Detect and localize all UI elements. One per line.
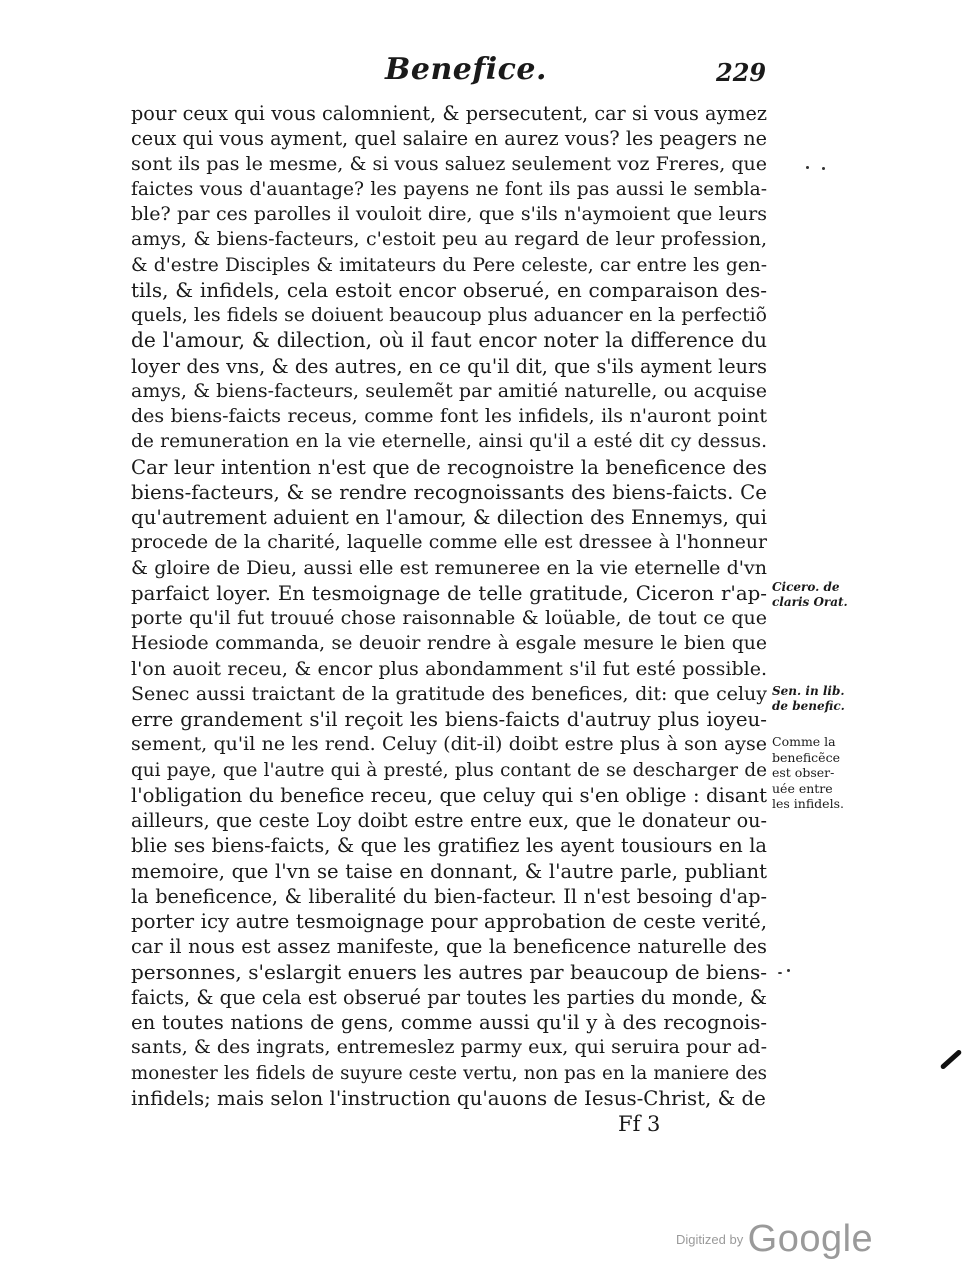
text-line: personnes, s'eslargit enuers les autres par beaucoup de biens- bbox=[131, 959, 767, 984]
text-line: sants, & des ingrats, entremeslez parmy eux, qui seruira pour ad- bbox=[131, 1036, 767, 1059]
text-line: procede de la charité, laquelle comme elle est dressee à l'honneur bbox=[131, 532, 767, 554]
margin-note-line: claris Orat. bbox=[772, 595, 848, 609]
ink-speck bbox=[787, 969, 790, 972]
ink-speck bbox=[822, 167, 825, 170]
text-line: qui paye, que l'autre qui à presté, plus contant de se descharger de bbox=[131, 759, 767, 781]
text-line: l'on auoit receu, & encor plus abondamment s'il fut esté possible. bbox=[131, 657, 767, 680]
text-line: ble? par ces parolles il vouloit dire, que s'ils n'aymoient que leurs bbox=[131, 203, 767, 225]
text-line: qu'autrement aduient en l'amour, & dilection des Ennemys, qui bbox=[131, 506, 767, 529]
text-line: pour ceux qui vous calomnient, & persecutent, car si vous aymez bbox=[131, 102, 767, 125]
margin-note-line: est obser- bbox=[772, 765, 835, 780]
watermark-prefix: Digitized by bbox=[676, 1232, 744, 1247]
body-text bbox=[131, 101, 767, 1111]
margin-note-line: Sen. in lib. bbox=[772, 684, 845, 698]
running-head: Benefice. bbox=[385, 52, 547, 87]
signature-mark: Ff 3 bbox=[618, 1112, 661, 1136]
text-line: loyer des vns, & des autres, en ce qu'il dit, que s'ils ayment leurs bbox=[131, 354, 767, 378]
text-line: porte qu'il fut trouué chose raisonnable & loüable, de tout ce que bbox=[131, 607, 767, 629]
text-line: car il nous est assez manifeste, que la beneficence naturelle des bbox=[131, 935, 767, 959]
watermark-brand: Google bbox=[747, 1218, 874, 1260]
text-line: & d'estre Disciples & imitateurs du Pere celeste, car entre les gen- bbox=[131, 254, 767, 276]
text-line: sement, qu'il ne les rend. Celuy (dit-il) doibt estre plus à son ayse bbox=[131, 733, 767, 756]
text-line: erre grandement s'il reçoit les biens-faicts d'autruy plus ioyeu- bbox=[131, 708, 767, 731]
text-line: blie ses biens-faicts, & que les gratifiez les ayent tousiours en la bbox=[131, 834, 767, 858]
margin-note-line: les infidels. bbox=[772, 796, 844, 811]
text-line: memoire, que l'vn se taise en donnant, & l'autre parle, publiant bbox=[131, 859, 767, 883]
margin-note-comme bbox=[772, 734, 850, 812]
text-line: ceux qui vous ayment, quel salaire en aurez vous? les peagers ne bbox=[131, 127, 767, 151]
margin-note-line: de benefic. bbox=[772, 699, 845, 713]
text-line: la beneficence, & liberalité du bien-facteur. Il n'est besoing d'ap- bbox=[131, 884, 767, 908]
text-line: amys, & biens-facteurs, seulemẽt par amitié naturelle, ou acquise bbox=[131, 379, 767, 402]
text-line: l'obligation du benefice receu, que celuy qui s'en oblige : disant bbox=[131, 783, 767, 807]
ink-speck bbox=[778, 972, 782, 974]
text-line: sont ils pas le mesme, & si vous saluez seulement voz Freres, que bbox=[131, 152, 767, 175]
text-line: faictes vous d'auantage? les payens ne font ils pas aussi le sembla- bbox=[131, 178, 767, 200]
margin-note-line: Cicero. de bbox=[772, 580, 840, 594]
ink-scratch bbox=[940, 1049, 963, 1070]
text-line: en toutes nations de gens, comme aussi qu'il y à des recognois- bbox=[131, 1011, 767, 1034]
text-line: faicts, & que cela est obserué par toutes les parties du monde, & bbox=[131, 985, 767, 1009]
text-line: parfaict loyer. En tesmoignage de telle gratitude, Ciceron r'ap- bbox=[131, 581, 767, 605]
text-line: de remuneration en la vie eternelle, ainsi qu'il a esté dit cy dessus. bbox=[131, 431, 767, 453]
text-line: Senec aussi traictant de la gratitude des benefices, dit: que celuy bbox=[131, 682, 767, 705]
text-line: ailleurs, que ceste Loy doibt estre entre eux, que le donateur ou- bbox=[131, 809, 767, 832]
page-number: 229 bbox=[716, 58, 767, 87]
text-line: tils, & infidels, cela estoit encor obserué, en comparaison des- bbox=[131, 277, 767, 302]
text-line: quels, les fidels se doiuent beaucoup plus aduancer en la perfectiõ bbox=[131, 305, 767, 326]
text-line: porter icy autre tesmoignage pour approbation de ceste verité, bbox=[131, 910, 767, 933]
text-line: monester les fidels de suyure ceste vertu, non pas en la maniere des bbox=[131, 1062, 767, 1084]
margin-note-line: uée entre bbox=[772, 780, 833, 796]
margin-note-cicero bbox=[772, 580, 850, 610]
text-line: & gloire de Dieu, aussi elle est remuneree en la vie eternelle d'vn bbox=[131, 556, 767, 579]
digitized-watermark bbox=[676, 1218, 873, 1261]
text-line: de l'amour, & dilection, où il faut encor noter la difference du bbox=[131, 328, 767, 353]
margin-note-seneca bbox=[772, 684, 850, 714]
text-line: amys, & biens-facteurs, c'estoit peu au regard de leur profession, bbox=[131, 228, 767, 251]
text-line: biens-facteurs, & se rendre recognoissants des biens-faicts. Ce bbox=[131, 480, 767, 504]
text-line: Hesiode commanda, se deuoir rendre à esgale mesure le bien que bbox=[131, 633, 767, 655]
margin-note-line: beneficẽce bbox=[772, 749, 840, 765]
ink-speck bbox=[806, 166, 809, 169]
text-line: des biens-faicts receus, comme font les infidels, ils n'auront point bbox=[131, 405, 767, 427]
margin-note-line: Comme la bbox=[772, 734, 836, 749]
text-line: infidels; mais selon l'instruction qu'auons de Iesus-Christ, & de bbox=[131, 1086, 766, 1110]
text-line: Car leur intention n'est que de recognoistre la beneficence des bbox=[131, 455, 767, 479]
